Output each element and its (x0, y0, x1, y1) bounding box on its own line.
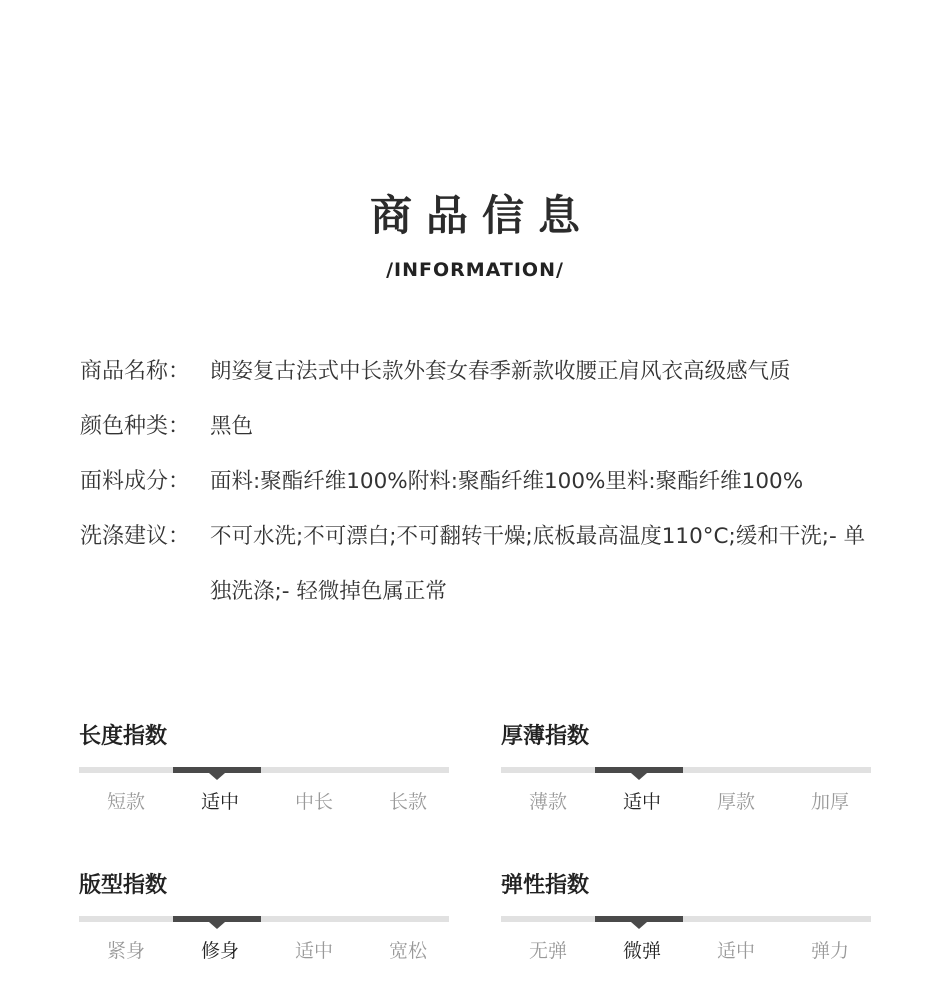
info-label: 洗涤建议： (80, 524, 191, 549)
info-value: 不可水洗;不可漂白;不可翻转干燥;底板最高温度110°C;缓和干洗;- 单独洗涤;- 轻微掉色属正常 (210, 524, 866, 604)
index-option-selected: 适中 (622, 791, 661, 813)
index-elasticity (501, 871, 871, 964)
info-value: 朗姿复古法式中长款外套女春季新款收腰正肩风衣高级感气质 (210, 359, 791, 384)
index-option-selected: 修身 (200, 940, 239, 962)
index-option: 厚款 (716, 791, 755, 813)
info-value: 面料:聚酯纤维100%附料:聚酯纤维100%里料:聚酯纤维100% (210, 469, 804, 494)
index-option: 薄款 (528, 791, 567, 813)
index-option: 弹力 (810, 940, 849, 962)
info-label: 面料成分： (80, 469, 191, 494)
info-label: 商品名称： (80, 359, 191, 384)
index-option: 宽松 (388, 940, 427, 962)
info-value: 黑色 (210, 414, 254, 439)
index-options (79, 789, 455, 815)
index-option: 中长 (294, 791, 333, 813)
index-title: 版型指数 (79, 873, 168, 898)
info-row-care (80, 509, 880, 619)
product-info-list (80, 344, 880, 619)
index-option: 短款 (106, 791, 145, 813)
index-bar (501, 916, 871, 922)
index-option: 加厚 (810, 791, 849, 813)
index-option-selected: 微弹 (622, 940, 661, 962)
index-option: 长款 (388, 791, 427, 813)
index-bar (79, 916, 449, 922)
index-option: 适中 (716, 940, 755, 962)
index-options (79, 938, 455, 964)
index-option: 无弹 (528, 940, 567, 962)
index-title: 长度指数 (79, 724, 168, 749)
info-row-color (80, 399, 880, 454)
info-row-material (80, 454, 880, 509)
index-indicator (173, 916, 261, 922)
index-title: 弹性指数 (501, 873, 590, 898)
index-options (501, 789, 877, 815)
index-indicator (173, 767, 261, 773)
section-title: 商品信息 (369, 191, 594, 240)
index-bar (79, 767, 449, 773)
index-option-selected: 适中 (200, 791, 239, 813)
index-option: 紧身 (106, 940, 145, 962)
index-length (79, 722, 449, 815)
index-indicator (595, 916, 683, 922)
index-option: 适中 (294, 940, 333, 962)
index-indicator (595, 767, 683, 773)
info-row-name (80, 344, 880, 399)
index-bar (501, 767, 871, 773)
section-subtitle: /INFORMATION/ (386, 259, 564, 281)
index-fit (79, 871, 449, 964)
index-thickness (501, 722, 871, 815)
index-title: 厚薄指数 (501, 724, 590, 749)
index-options (501, 938, 877, 964)
info-label: 颜色种类： (80, 414, 191, 439)
